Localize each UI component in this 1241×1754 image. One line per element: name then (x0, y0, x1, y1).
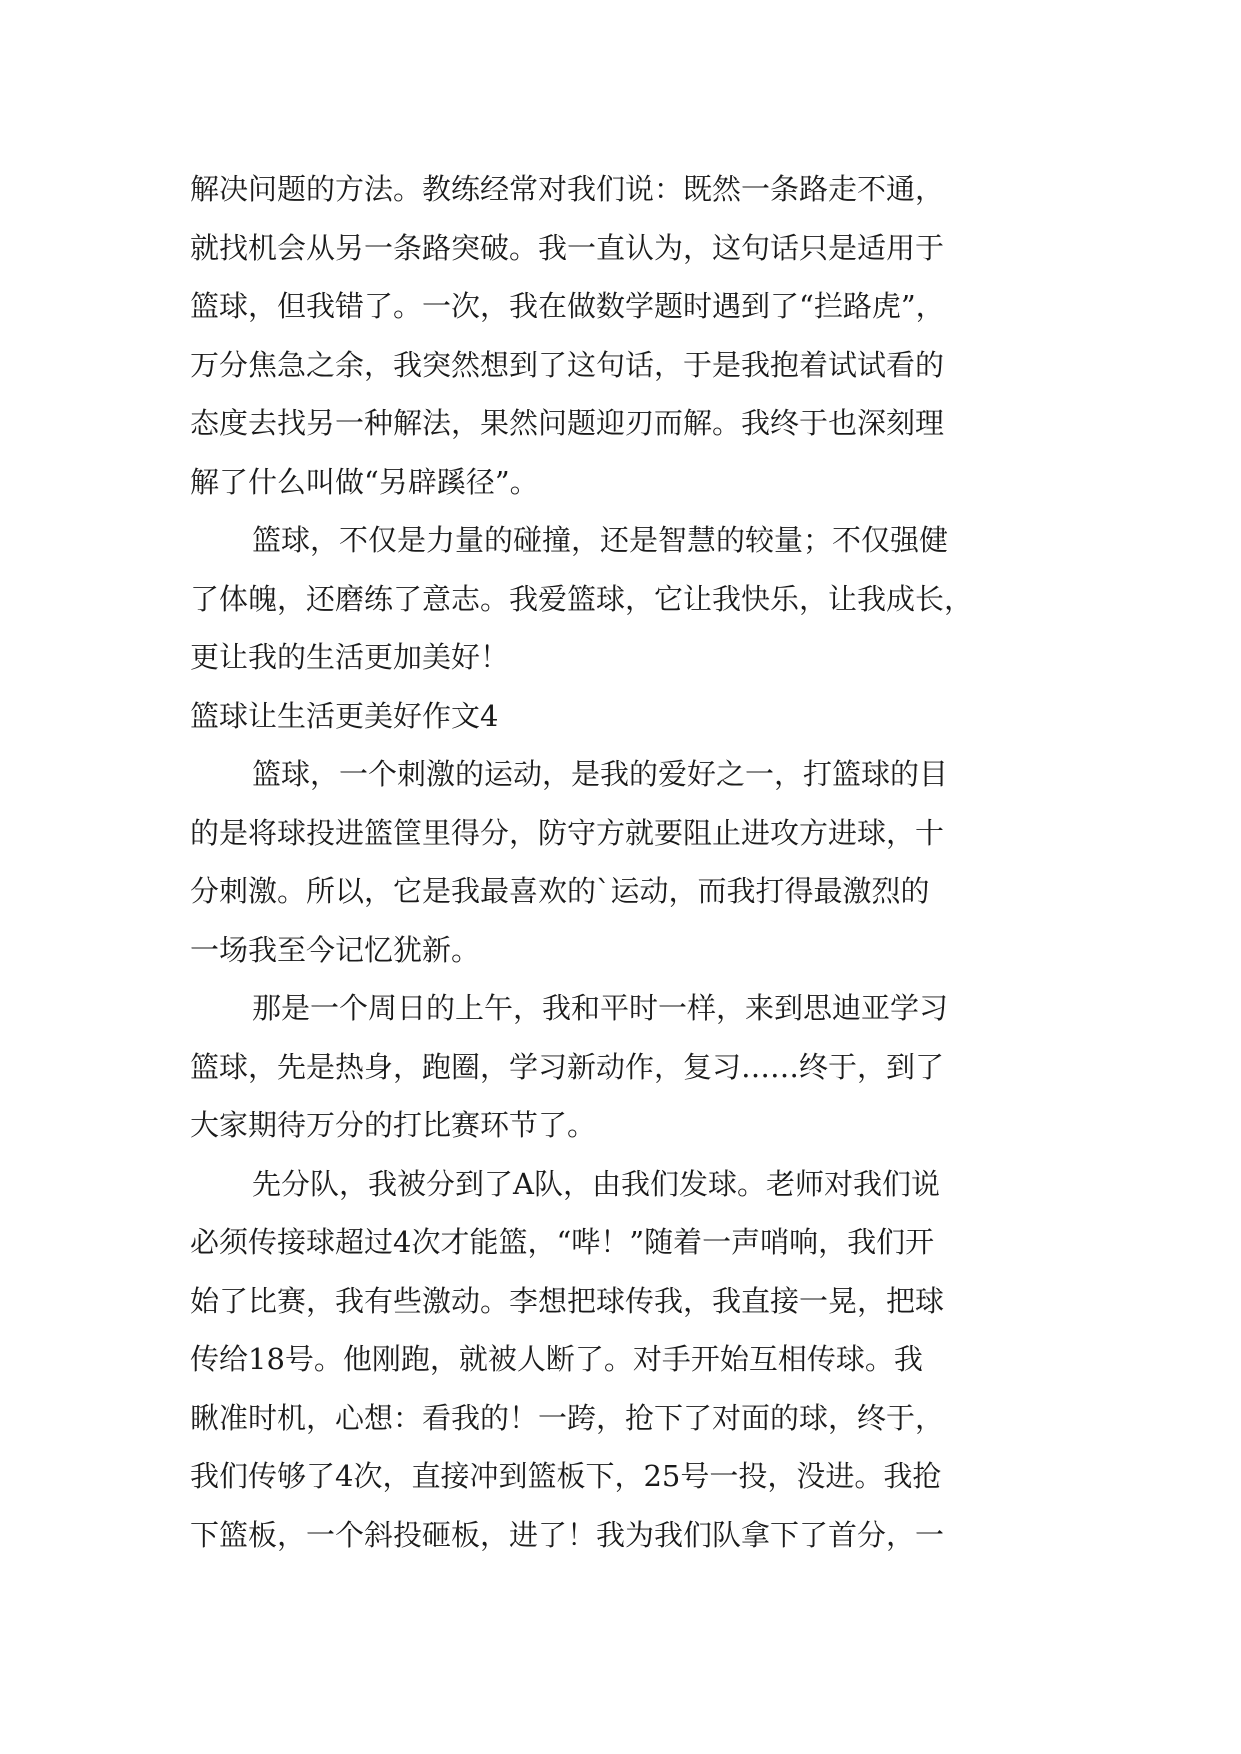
paragraph (190, 745, 1070, 979)
text-line: 的是将球投进篮筐里得分，防守方就要阻止进攻方进球，十 (190, 815, 945, 850)
text-line: 我们传够了4次，直接冲到篮板下，25号一投，没进。我抢 (190, 1459, 942, 1493)
text-line: 下篮板，一个斜投砸板，进了！我为我们队拿下了首分，一 (190, 1517, 945, 1552)
text-line: 更让我的生活更加美好！ (190, 640, 510, 674)
text-line: 那是一个周日的上午，我和平时一样，来到思迪亚学习 (252, 991, 949, 1025)
text-line: 了体魄，还磨练了意志。我爱篮球，它让我快乐，让我成长， (190, 581, 974, 616)
text-line: 篮球，不仅是力量的碰撞，还是智慧的较量；不仅强健 (252, 523, 949, 557)
text-line: 始了比赛，我有些激动。李想把球传我，我直接一晃，把球 (190, 1283, 945, 1318)
text-line: 大家期待万分的打比赛环节了。 (190, 1108, 597, 1142)
section-heading: 篮球让生活更美好作文4 (190, 698, 499, 733)
paragraph (190, 979, 1070, 1155)
text-line: 篮球，但我错了。一次，我在做数学题时遇到了“拦路虎”， (190, 289, 945, 323)
text-line: 传给18号。他刚跑，就被人断了。对手开始互相传球。我 (190, 1342, 923, 1376)
text-line: 篮球，一个刺激的运动，是我的爱好之一，打篮球的目 (252, 757, 949, 791)
paragraph (190, 1155, 1070, 1565)
document-body (190, 160, 1070, 1564)
text-line: 就找机会从另一条路突破。我一直认为，这句话只是适用于 (190, 230, 945, 265)
text-line: 万分焦急之余，我突然想到了这句话，于是我抱着试试看的 (190, 347, 945, 382)
text-line: 先分队，我被分到了A队，由我们发球。老师对我们说 (252, 1166, 940, 1201)
text-line: 态度去找另一种解法，果然问题迎刃而解。我终于也深刻理 (190, 406, 945, 440)
text-line: 瞅准时机，心想：看我的！一跨，抢下了对面的球，终于， (190, 1400, 945, 1435)
text-line: 解了什么叫做“另辟蹊径”。 (190, 464, 539, 499)
text-line: 一场我至今记忆犹新。 (190, 932, 481, 967)
text-line: 分刺激。所以，它是我最喜欢的`运动，而我打得最激烈的 (190, 874, 930, 908)
text-line: 必须传接球超过4次才能篮，“哔！”随着一声哨响，我们开 (190, 1225, 935, 1259)
text-line: 篮球，先是热身，跑圈，学习新动作，复习……终于，到了 (190, 1049, 945, 1084)
text-line: 解决问题的方法。教练经常对我们说：既然一条路走不通， (190, 172, 945, 206)
paragraph (190, 511, 1070, 687)
paragraph (190, 160, 1070, 511)
